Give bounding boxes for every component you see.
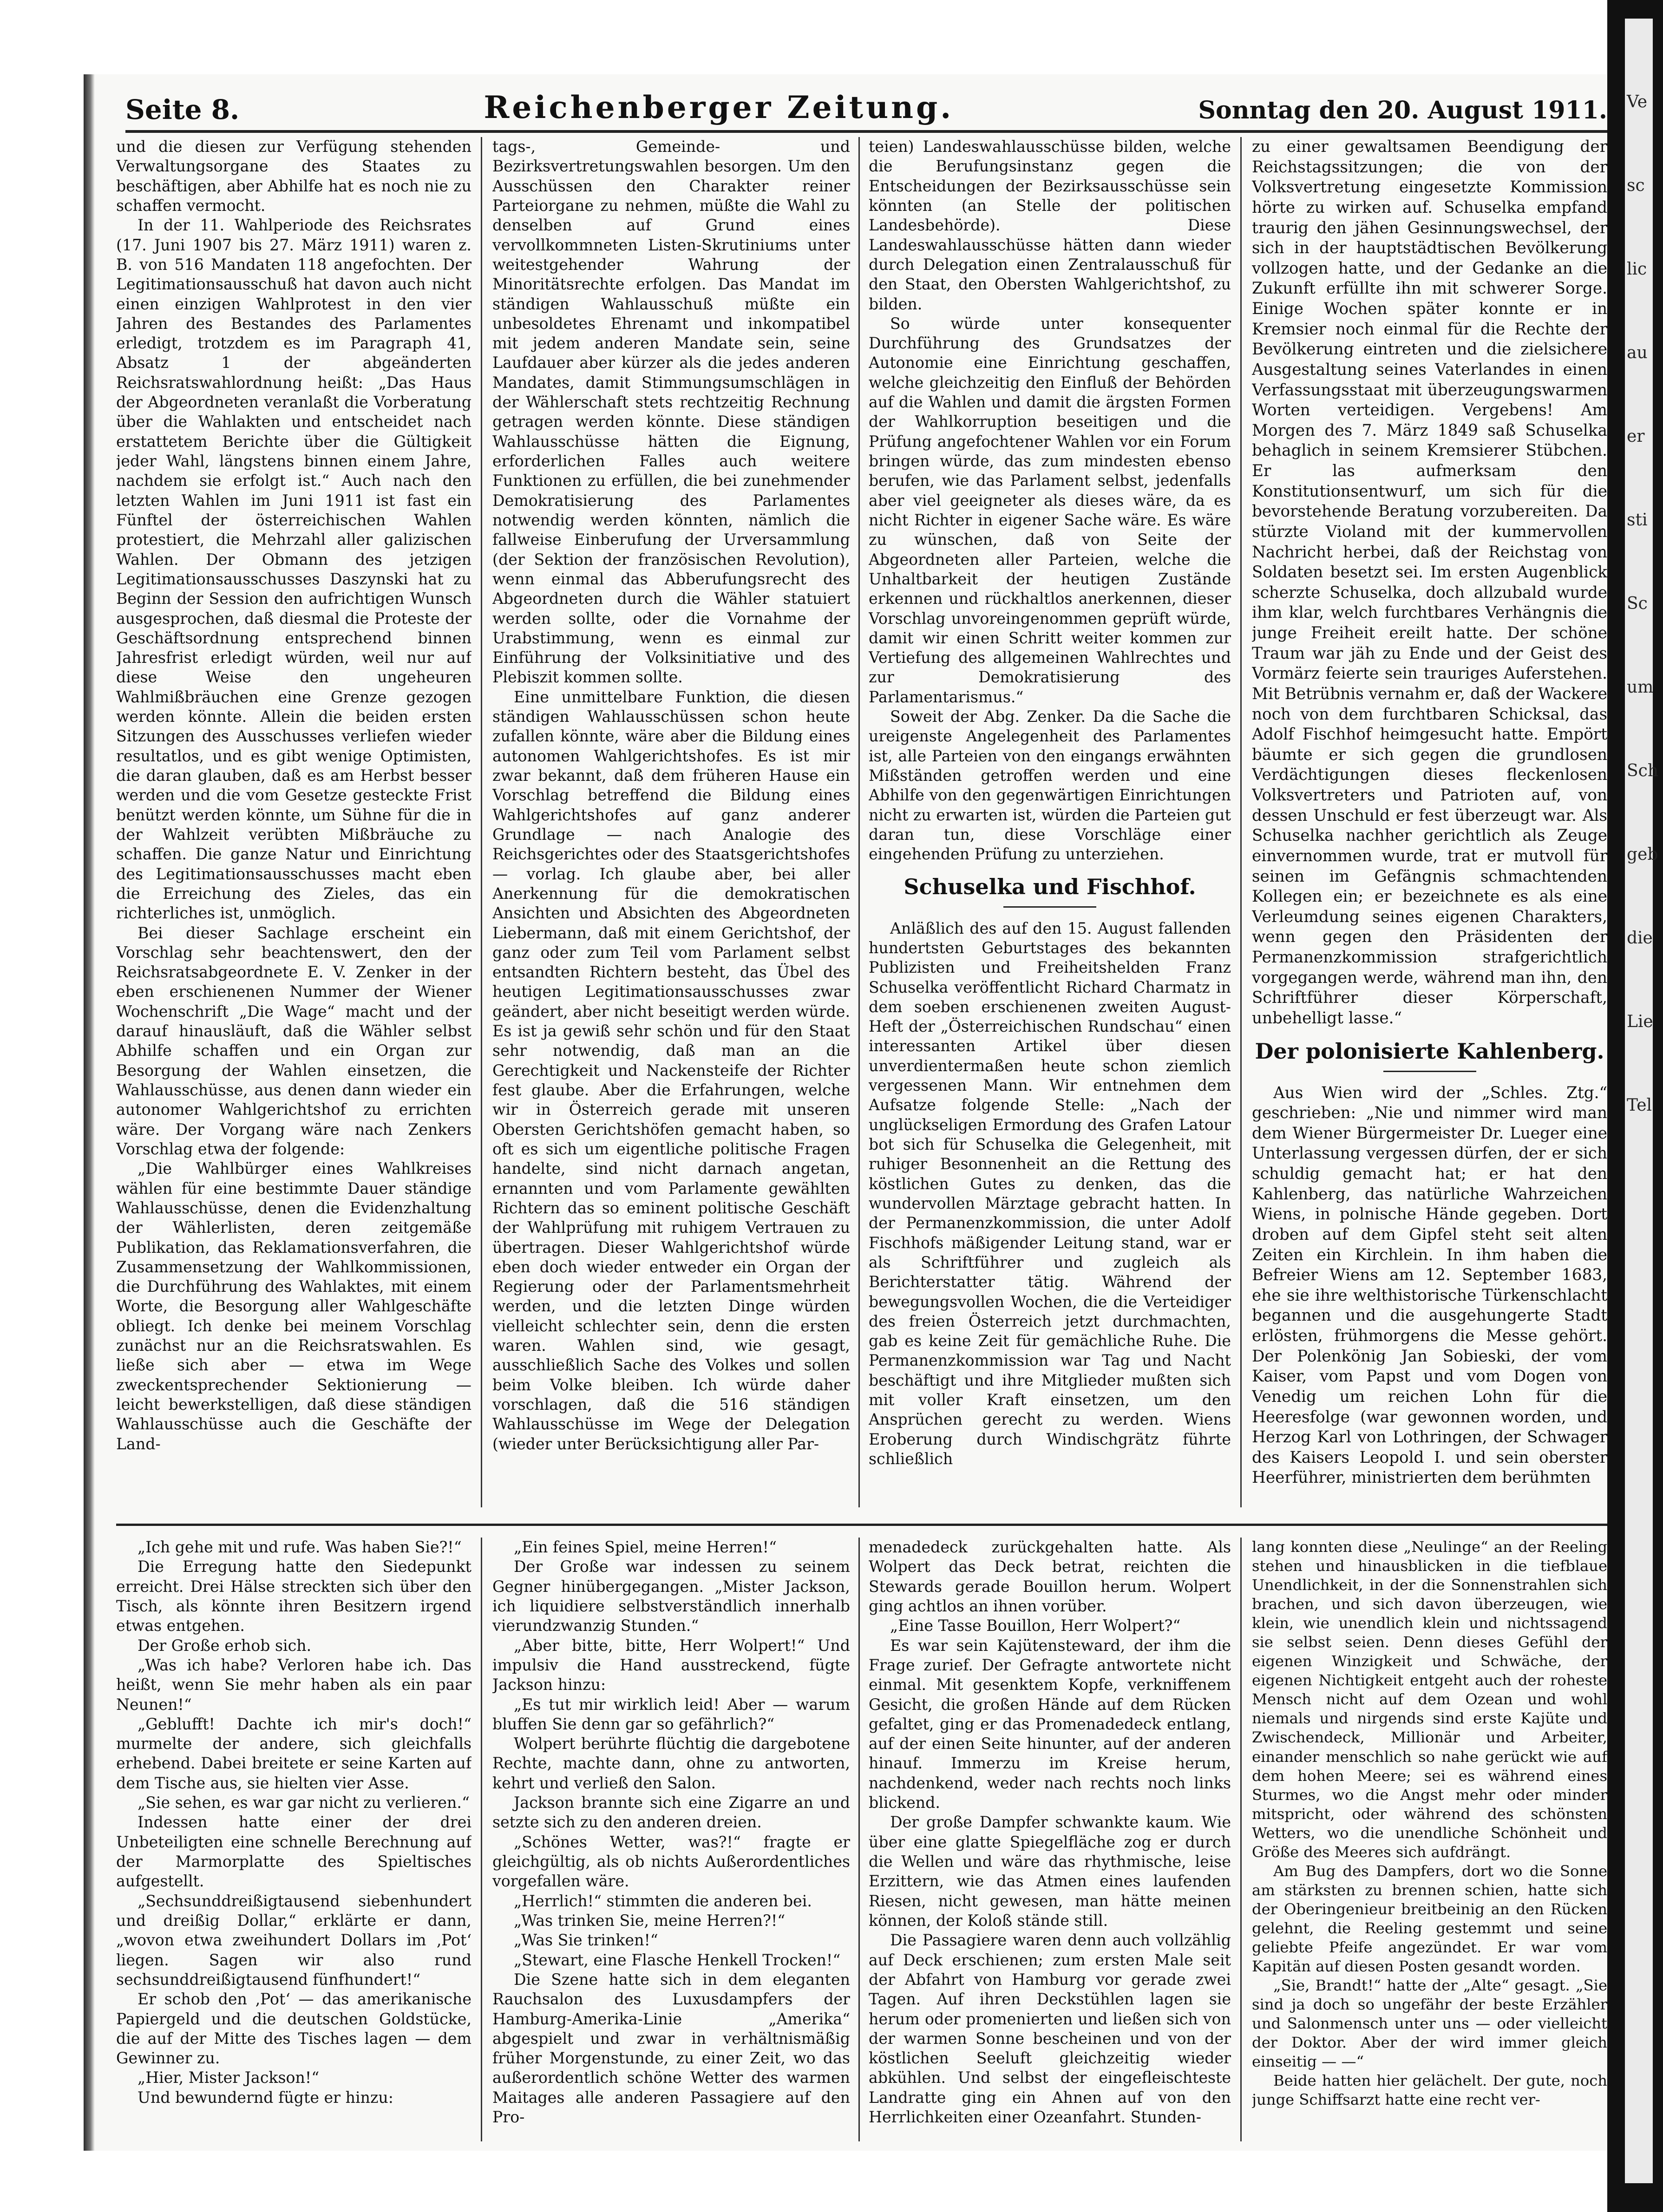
column-rule bbox=[1240, 137, 1242, 1507]
strip-fragment: sc bbox=[1627, 176, 1645, 195]
paragraph: Wolpert berührte flüchtig die dargebotene Rechte, machte dann, ohne zu antworten, kehrt und verließ den Salon. bbox=[492, 1734, 850, 1792]
paragraph: Die Szene hatte sich in dem eleganten Rauchsalon des Luxusdampfers der Hamburg-Amerika-Linie „Amerika“ abgespielt und zwar in verhältnismäßig früher Morgenstunde, zu einer Zeit, wo das außerordentlich schöne Wetter des warmen Maitages alle anderen Passagiere auf den Pro- bbox=[492, 1970, 850, 2127]
strip-fragment: Sch bbox=[1627, 761, 1659, 780]
article-column-3 bbox=[869, 137, 1231, 1512]
feuilleton-column-2 bbox=[492, 1538, 850, 2141]
paragraph: „Was Sie trinken!“ bbox=[514, 1931, 658, 1950]
paragraph: Soweit der Abg. Zenker. Da die Sache die ureigenste Angelegenheit des Parlamentes ist, alle Parteien von den eingangs erwähnten Mißständen getroffen werden und eine Abhilfe von den gegenwärtigen Einrichtungen nicht zu erwarten ist, würden die Parteien gut daran tun, diese Vorschläge einer eingehenden Prüfung zu unterziehen. bbox=[869, 707, 1231, 864]
strip-fragment: er bbox=[1627, 427, 1645, 446]
strip-fragment: sti bbox=[1627, 510, 1648, 530]
paragraph: Aus Wien wird der „Schles. Ztg.“ geschrieben: „Nie und nimmer wird man dem Wiener Bürgermeister Dr. Lueger eine Unterlassung vergessen dürfen, der er sich schuldig gemacht hat; er hat den Kahlenberg, das natürliche Wahrzeichen Wiens, in polnische Hände gegeben. Dort droben auf dem Gipfel steht seit alten Zeiten ein Kirchlein. In ihm haben die Befreier Wiens am 12. September 1683, ehe sie ihre welthistorische Türkenschlacht begannen und die ausgehungerte Stadt erlösten, frühmorgens die Messe gehört. Der Polenkönig Jan Sobieski, der vom Kaiser, vom Papst und vom Dogen von Venedig um reichen Lohn für die Heeresfolge (war gewonnen worden, und Herzog Karl von Lothringen, der Schwager des Kaisers Leopold I. und sein oberster Heerführer, ministrierten dem berühmten bbox=[1252, 1083, 1607, 1487]
page-edge-shadow bbox=[84, 74, 95, 2151]
article-heading-kahlenberg: Der polonisierte Kahlenberg. bbox=[1252, 1038, 1607, 1072]
paragraph: Und bewundernd fügte er hinzu: bbox=[137, 2088, 393, 2107]
column-rule bbox=[858, 137, 860, 1507]
adjacent-page-strip bbox=[1625, 19, 1659, 2183]
paragraph: teien) Landeswahlausschüsse bilden, welche die Berufungsinstanz gegen die Entscheidungen der Bezirksausschüsse sein könnten (an Stelle der politischen Landesbehörde). Diese Landeswahlausschüsse hätten dann wieder durch Delegation einen Zentralausschuß für den Staat, den Obersten Wahlgerichtshof, zu bilden. bbox=[869, 137, 1231, 313]
paragraph: Beide hatten hier gelächelt. Der gute, noch junge Schiffsarzt hatte eine recht ver- bbox=[1252, 2072, 1607, 2109]
strip-fragment: um bbox=[1627, 678, 1654, 697]
strip-fragment: Tel bbox=[1627, 1096, 1652, 1115]
paragraph: Die Erregung hatte den Siedepunkt erreicht. Drei Hälse streckten sich über den Tisch, als könnte ihren Besitzern irgend etwas entgehen. bbox=[116, 1558, 471, 1635]
paragraph: In der 11. Wahlperiode des Reichsrates (17. Juni 1907 bis 27. März 1911) waren z. B. von 516 Mandaten 118 angefochten. Der Legitimationsausschuß hat davon auch nicht einen einzigen Wahlprotest in den vier Jahren des Bestandes des Parlamentes erledigt, trotzdem es im Paragraph 41, Absatz 1 der abgeänderten Reichsratswahlordnung heißt: „Das Haus der Abgeordneten veranlaßt die Vorberatung über die Wahlakten und entscheidet nach erstattetem Berichte über die Gültigkeit jeder Wahl, längstens binnen einem Jahre, nachdem sie erfolgt ist.“ Auch nach den letzten Wahlen im Juni 1911 ist fast ein Fünftel der österreichischen Wahlen protestiert, die Mehrzahl aller galizischen Wahlen. Der Obmann des jetzigen Legitimationsausschusses Daszynski hat zu Beginn der Session den aufrichtigen Wunsch ausgesprochen, daß diesmal die Proteste der Geschäftsordnung entsprechend binnen Jahresfrist erledigt würden, weil nur auf diese Weise den ungeheuren Wahlmißbräuchen eine Grenze gezogen werden könnte. Allein die beiden ersten Sitzungen des Ausschusses verliefen wieder resultatlos, und es gibt wenige Optimisten, die daran glauben, daß es am Herbst besser werden und die vom Gesetze gesteckte Frist benützt werden könnte, um Sühne für die in der Wahlzeit verübten Mißbräuche zu schaffen. Die ganze Natur und Einrichtung des Legitimationsausschusses macht eben die Erreichung des Zieles, das ein richterliches ist, unmöglich. bbox=[116, 216, 471, 923]
paragraph: lang konnten diese „Neulinge“ an der Reeling stehen und hinausblicken in die tiefblaue Unendlichkeit, in der die Sonnenstrahlen sich brachen, und sich davon überzeugen, wie klein, wie unendlich klein und nichtssagend sie selbst seien. Denn dieses Gefühl der eigenen Winzigkeit und Schwäche, der eigenen Nichtigkeit entgeht auch der roheste Mensch nicht auf dem Ozean und wohl niemals und nirgends sind erste Kajüte und Zwischendeck, Millionär und Arbeiter, einander menschlich so nahe gerückt wie auf dem hohen Meere; sei es während eines Sturmes, wo die Angst mehr oder minder mitspricht, oder während des schönsten Wetters, wo die unendliche Schönheit und Größe des Meeres sich aufdrängt. bbox=[1252, 1538, 1607, 1861]
paragraph: „Schönes Wetter, was?!“ fragte er gleichgültig, als ob nichts Außerordentliches vorgefallen wäre. bbox=[492, 1832, 850, 1891]
strip-fragment: Ve bbox=[1627, 92, 1647, 111]
paragraph: Der Große war indessen zu seinem Gegner hinübergegangen. „Mister Jackson, ich liquidiere selbstverständlich innerhalb vierundzwanzig Stunden.“ bbox=[492, 1558, 850, 1635]
strip-fragment: Lie bbox=[1627, 1012, 1653, 1031]
paragraph: „Stewart, eine Flasche Henkell Trocken!“ bbox=[514, 1950, 841, 1969]
paragraph: Anläßlich des auf den 15. August fallenden hundertsten Geburtstages des bekannten Publizisten und Freiheitshelden Franz Schuselka veröffentlicht Richard Charmatz in dem soeben erschienenen zweiten August-Heft der „Österreichischen Rundschau“ einen interessanten Artikel über diesen unverdientermaßen heute schon ziemlich vergessenen Mann. Wir entnehmen dem Aufsatze folgende Stelle: „Nach der unglückseligen Ermordung des Grafen Latour bot sich für Schuselka die Gelegenheit, mit ruhiger Besonnenheit an die Rettung des köstlichen Gutes zu denken, das die wundervollen Märztage gebracht hatten. In der Permanenzkommission, die unter Adolf Fischhofs mäßigender Leitung stand, war er als Schriftführer und zugleich als Berichterstatter tätig. Während der bewegungsvollen Wochen, die die Verteidiger des freien Österreich jetzt durchmachten, gab es keine Zeit für gemächliche Ruhe. Die Permanenzkommission war Tag und Nacht beschäftigt und ihre Mitglieder mußten sich mit voller Kraft einsetzen, um den Ansprüchen gerecht zu werden. Wiens Eroberung durch Windischgrätz führte schließlich bbox=[869, 919, 1231, 1468]
column-rule bbox=[481, 137, 482, 1507]
paragraph: „Herrlich!“ stimmten die anderen bei. bbox=[514, 1891, 812, 1910]
paragraph: Jackson brannte sich eine Zigarre an und setzte sich zu den anderen dreien. bbox=[492, 1793, 850, 1832]
paragraph: tags-, Gemeinde- und Bezirksvertretungswahlen besorgen. Um den Ausschüssen den Charakter reiner Parteiorgane zu nehmen, müßte die Wahl zu denselben auf Grund eines vervollkommneten Listen-Skrutiniums unter weitestgehender Wahrung der Minoritätsrechte erfolgen. Das Mandat im ständigen Wahlausschuß müßte ein unbesoldetes Ehrenamt und inkompatibel mit jedem anderen Mandate sein, seine Laufdauer aber kürzer als die jedes anderen Mandates, damit Stimmungsumschlägen in der Wählerschaft stets rechtzeitig Rechnung getragen werden könnte. Diese ständigen Wahlausschüsse hätten die Eignung, erforderlichen Falles auch weitere Funktionen zu erfüllen, die bei zunehmender Demokratisierung des Parlamentes notwendig werden könnten, nämlich die fallweise Einberufung der Urversammlung (der Sektion der französischen Revolution), wenn einmal das Abberufungsrecht des Abgeordneten durch die Wähler statuiert werden sollte, oder die Vornahme der Urabstimmung, wenn es einmal zur Einführung der Volksinitiative und des Plebiszit kommen sollte. bbox=[492, 137, 850, 687]
paragraph: und die diesen zur Verfügung stehenden Verwaltungsorgane des Staates zu beschäftigen, aber Abhilfe hat es noch nie zu schaffen vermocht. bbox=[116, 137, 471, 215]
feuilleton-column-3 bbox=[869, 1538, 1231, 2141]
paragraph: So würde unter konsequenter Durchführung des Grundsatzes der Autonomie eine Einrichtung geschaffen, welche gleichzeitig den Einfluß der Behörden auf die Wahlen und damit die ärgsten Formen der Wahlkorruption beseitigen und die Prüfung angefochtener Wahlen vor ein Forum bringen würde, das zum mindesten ebenso berufen, wie das Parlament selbst, jedenfalls aber viel geeigneter als dieses wäre, da es nicht Richter in eigener Sache wäre. Es wäre zu wünschen, daß von Seite der Abgeordneten aller Parteien, welche die Unhaltbarkeit der heutigen Zustände erkennen und rückhaltlos anerkennen, dieser Vorschlag unvoreingenommen geprüft würde, damit wir einen Schritt weiter kommen zur Vertiefung des allgemeinen Wahlrechtes und zur Demokratisierung des Parlamentarismus.“ bbox=[869, 314, 1231, 706]
article-column-2 bbox=[492, 137, 850, 1512]
paragraph: Die Passagiere waren denn auch vollzählig auf Deck erschienen; zum ersten Male seit der Abfahrt von Hamburg vor gerade zwei Tagen. Auf ihren Deckstühlen lagen sie herum oder promenierten und ließen sich von der warmen Sonne bescheinen und von der köstlichen Seeluft gleichzeitig wieder abkühlen. Und selbst der eingefleischteste Landratte ging ein Ahnen auf von den Herrlichkeiten einer Ozeanfahrt. Stunden- bbox=[869, 1931, 1231, 2127]
paragraph: „Sechsunddreißigtausend siebenhundert und dreißig Dollar,“ erklärte er dann, „wovon etwa zweihundert Dollars im ‚Pot‘ liegen. Sagen wir also rund sechsunddreißigtausend fünfhundert!“ bbox=[116, 1891, 471, 1989]
strip-fragment: die bbox=[1627, 929, 1653, 948]
paragraph: Am Bug des Dampfers, dort wo die Sonne am stärksten zu brennen schien, hatte sich der Oberingenieur breitbeinig an den Rücken gelehnt, die Reeling gestemmt und seine geliebte Pfeife angezündet. Er war vom Kapitän auf diesen Posten gesandt worden. bbox=[1252, 1862, 1607, 1976]
paragraph: Er schob den ‚Pot‘ — das amerikanische Papiergeld und die deutschen Goldstücke, die auf der Mitte des Tisches lagen — dem Gewinner zu. bbox=[116, 1990, 471, 2068]
paragraph: „Es tut mir wirklich leid! Aber — warum bluffen Sie denn gar so gefährlich?“ bbox=[492, 1695, 850, 1733]
strip-fragment: Sc bbox=[1627, 594, 1648, 613]
article-column-1 bbox=[116, 137, 471, 1512]
paragraph: Indessen hatte einer der drei Unbeteiligten eine schnelle Berechnung auf der Marmorplatte des Spieltisches aufgestellt. bbox=[116, 1813, 471, 1891]
column-rule bbox=[481, 1538, 482, 2141]
paragraph: „Hier, Mister Jackson!“ bbox=[137, 2068, 320, 2087]
paragraph: „Ein feines Spiel, meine Herren!“ bbox=[514, 1538, 777, 1556]
feuilleton-separator bbox=[116, 1524, 1607, 1526]
strip-fragment: lic bbox=[1627, 260, 1647, 279]
paragraph: „Was ich habe? Verloren habe ich. Das heißt, wenn Sie mehr haben als ein paar Neunen!“ bbox=[116, 1656, 471, 1714]
paragraph: „Aber bitte, bitte, Herr Wolpert!“ Und impulsiv die Hand ausstreckend, fügte Jackson hinzu: bbox=[492, 1636, 850, 1694]
newspaper-page bbox=[84, 74, 1607, 2151]
strip-fragment: geb bbox=[1627, 845, 1658, 864]
paragraph: Eine unmittelbare Funktion, die diesen ständigen Wahlausschüssen schon heute zufallen könnte, wäre aber die Bildung eines autonomen Wahlgerichtshofes. Es ist mir zwar bekannt, daß dem früheren Hause ein Vorschlag betreffend die Bildung eines Wahlgerichtshofes auf ganz anderer Grundlage — nach Analogie des Reichsgerichtes oder des Staatsgerichtshofes — vorlag. Ich glaube aber, bei aller Anerkennung für die demokratischen Ansichten und Absichten des Abgeordneten Liebermann, daß mit einem Gerichtshof, der ganz oder zum Teil vom Parlament selbst entsandten Richtern besteht, das Übel des heutigen Legitimationsausschusses zwar geändert, aber nicht beseitigt werden würde. Es ist ja gewiß sehr schön und für den Staat sehr notwendig, daß man an die Gerechtigkeit und Nackensteife der Richter fest glaube. Aber die Erfahrungen, welche wir in Österreich gerade mit unseren Obersten Gerichtshöfen gemacht haben, so oft es sich um eigentliche politische Fragen handelte, sind nicht darnach angetan, ernannten und vom Parlamente gewählten Richtern das so eminent politische Geschäft der Wahlprüfung mit ruhigem Vertrauen zu übertragen. Dieser Wahlgerichtshof würde eben doch wieder entweder ein Organ der Regierung oder der Parlamentsmehrheit werden, und die letzten Dinge würden vielleicht schlechter sein, denn die ersten waren. Wahlen sind, wie gesagt, ausschließlich Sache des Volkes und sollen beim Volke bleiben. Ich würde daher vorschlagen, daß die 516 ständigen Wahlausschüsse im Wege der Delegation (wieder unter Berücksichtigung aller Par- bbox=[492, 687, 850, 1453]
paragraph: „Sie, Brandt!“ hatte der „Alte“ gesagt. „Sie sind ja doch so ungefähr der beste Erzähler und Salonmensch unter uns — oder vielleicht der Doktor. Aber der wird immer gleich einseitig — —“ bbox=[1252, 1976, 1607, 2071]
article-column-4 bbox=[1252, 137, 1607, 1512]
page-number: Seite 8. bbox=[125, 94, 240, 125]
paragraph: Es war sein Kajütensteward, der ihm die Frage zurief. Der Gefragte antwortete nicht einmal. Mit gesenktem Kopfe, verkniffenem Gesicht, die großen Hände auf dem Rücken gefaltet, ging er das Promenadedeck entlang, auf der einen Seite hinunter, auf der anderen hinauf. Immerzu im Kreise herum, nachdenkend, weder nach rechts noch links blickend. bbox=[869, 1636, 1231, 1812]
strip-fragment: au bbox=[1627, 343, 1648, 362]
feuilleton-column-4 bbox=[1252, 1538, 1607, 2141]
column-rule bbox=[1240, 1538, 1242, 2141]
paragraph: Bei dieser Sachlage erscheint ein Vorschlag sehr beachtenswert, den der Reichsratsabgeordnete E. V. Zenker in der eben erschienenen Nummer der Wiener Wochenschrift „Die Wage“ macht und der darauf hinausläuft, daß die Wähler selbst Abhilfe schaffen und ein Organ zur Besorgung der Wahlen einsetzen, die Wahlausschüsse, aus denen dann wieder ein autonomer Wahlgerichtshof zu errichten wäre. Der Vorgang wäre nach Zenkers Vorschlag etwa der folgende: bbox=[116, 923, 471, 1158]
paragraph: „Eine Tasse Bouillon, Herr Wolpert?“ bbox=[890, 1616, 1181, 1635]
paragraph: Der große Dampfer schwankte kaum. Wie über eine glatte Spiegelfläche zog er durch die Wellen und wäre das rhythmische, leise Erzittern, wie das Atmen eines laufenden Riesen, nicht gewesen, man hätte meinen können, der Koloß stände still. bbox=[869, 1813, 1231, 1930]
paragraph: zu einer gewaltsamen Beendigung der Reichstagssitzungen; die von der Volksvertretung eingesetzte Kommission hörte zu wirken auf. Schuselka empfand traurig den jähen Gesinnungswechsel, der sich in der hauptstädtischen Bevölkerung vollzogen hatte, und der Gedanke an die Zukunft erfüllte ihn mit schwerer Sorge. Einige Wochen später konnte er in Kremsier noch einmal für die Rechte der Bevölkerung eintreten und die zielsichere Ausgestaltung seines Vaterlandes in einen Verfassungsstaat mit überzeugungswarmen Worten verteidigen. Vergebens! Am Morgen des 7. März 1849 saß Schuselka behaglich in seinem Kremsierer Stübchen. Er las aufmerksam den Konstitutionsentwurf, um sich für die bevorstehende Beratung vorzubereiten. Da stürzte Violand mit der kummervollen Nachricht herbei, daß der Reichstag von Soldaten besetzt sei. Im ersten Augenblick scherzte Schuselka, doch allzubald wurde ihm klar, welch furchtbares Verhängnis die junge Freiheit ereilt hatte. Der schöne Traum war jäh zu Ende und der Geist des Vormärz feierte sein trauriges Auferstehen. Mit Betrübnis vernahm er, daß der Wackere noch von dem furchtbaren Schicksal, das Adolf Fischhof heimgesucht hatte. Empört bäumte er sich gegen die grundlosen Verdächtigungen dieses fleckenlosen Volksvertreters und Patrioten auf, von dessen Unschuld er fest überzeugt war. Als Schuselka nachher gerichtlich als Zeuge einvernommen wurde, trat er mutvoll für seinen im Gefängnis schmachtenden Kollegen ein; er bezeichnete es als eine Verleumdung seines eigenen Charakters, wenn gegen den Präsidenten der Permanenzkommission strafgerichtlich vorgegangen werde, während man ihn, den Schriftführer dieser Körperschaft, unbehelligt lasse.“ bbox=[1252, 137, 1607, 1027]
paragraph: „Was trinken Sie, meine Herren?!“ bbox=[514, 1911, 786, 1930]
paragraph: „Die Wahlbürger eines Wahlkreises wählen für eine bestimmte Dauer ständige Wahlausschüsse, denen die Evidenzhaltung der Wählerlisten, deren zeitgemäße Publikation, das Reklamationsverfahren, die Zusammensetzung der Wahlkommissionen, die Durchführung des Wahlaktes, mit einem Worte, die Besorgung aller Wahlgeschäfte obliegt. Ich denke bei meinem Vorschlag zunächst nur an die Reichsratswahlen. Es ließe sich aber — etwa im Wege zweckentsprechender Sektionierung — leicht bewerkstelligen, daß diese ständigen Wahlausschüsse auch die Geschäfte der Land- bbox=[116, 1159, 471, 1453]
paragraph: „Geblufft! Dachte ich mir's doch!“ murmelte der andere, sich gleichfalls erhebend. Dabei breitete er seine Karten auf dem Tische aus, sie hielten vier Asse. bbox=[116, 1715, 471, 1792]
scan-border-right bbox=[1607, 0, 1663, 2212]
paragraph: menadedeck zurückgehalten hatte. Als Wolpert das Deck betrat, reichten die Stewards gerade Bouillon herum. Wolpert ging achtlos an ihnen vorüber. bbox=[869, 1538, 1231, 1615]
feuilleton-column-1 bbox=[116, 1538, 471, 2141]
page-header bbox=[125, 84, 1607, 133]
article-heading-schuselka: Schuselka und Fischhof. bbox=[869, 874, 1231, 908]
paragraph: „Sie sehen, es war gar nicht zu verlieren.“ bbox=[137, 1793, 470, 1812]
paragraph: Der Große erhob sich. bbox=[137, 1636, 312, 1655]
newspaper-title: Reichenberger Zeitung. bbox=[484, 89, 954, 125]
paragraph: „Ich gehe mit und rufe. Was haben Sie?!“ bbox=[137, 1538, 462, 1556]
column-rule bbox=[858, 1538, 860, 2141]
issue-date: Sonntag den 20. August 1911. bbox=[1198, 96, 1607, 124]
